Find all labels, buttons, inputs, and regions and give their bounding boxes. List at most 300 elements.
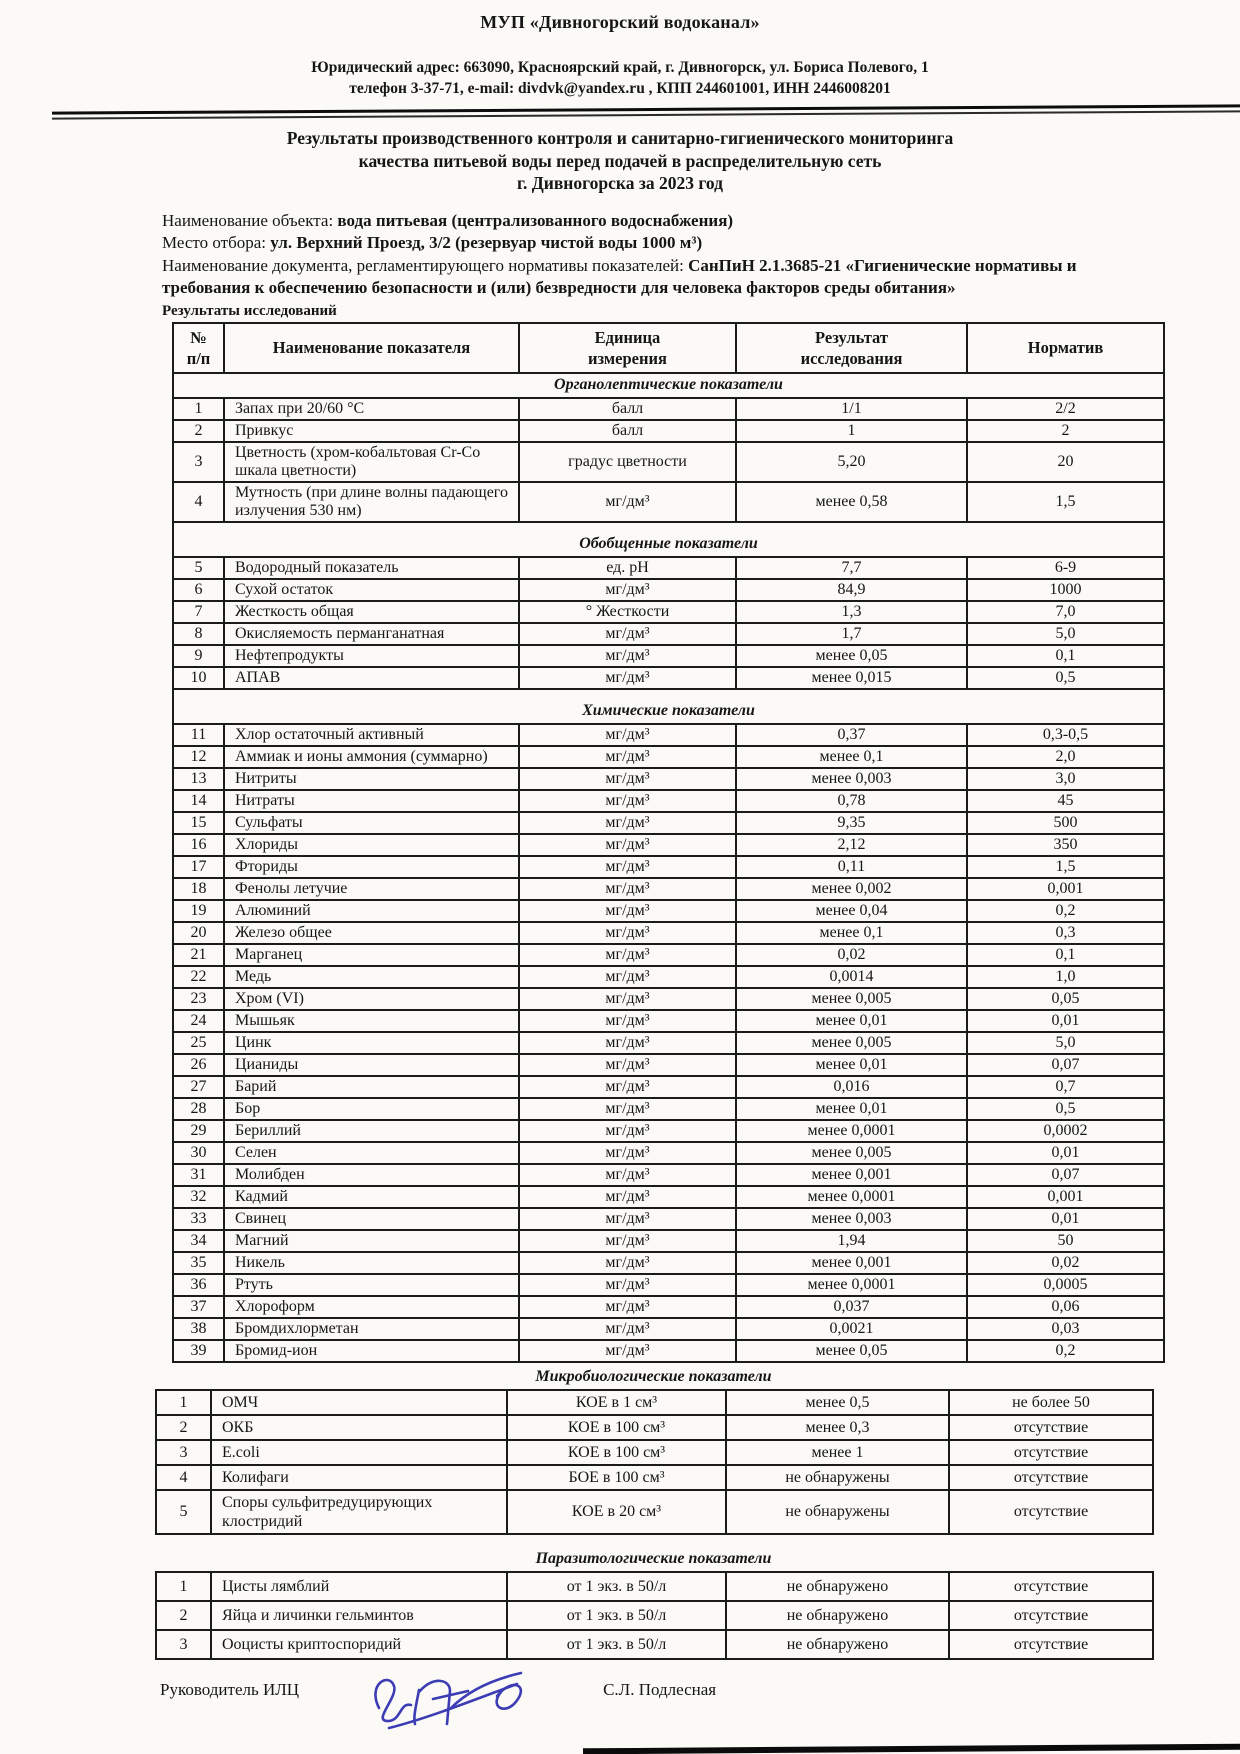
table-row bbox=[173, 768, 1164, 790]
table-row bbox=[173, 1054, 1164, 1076]
cell-row-number: 39 bbox=[173, 1340, 224, 1362]
cell-unit: мг/дм³ bbox=[519, 1340, 736, 1362]
cell-unit: мг/дм³ bbox=[519, 1208, 736, 1230]
table-row bbox=[173, 966, 1164, 988]
table-row bbox=[173, 944, 1164, 966]
col-header-num-line: № bbox=[190, 327, 207, 347]
cell-parameter-name: Водородный показатель bbox=[224, 557, 519, 579]
cell-norm: не более 50 bbox=[949, 1390, 1153, 1415]
table-row bbox=[173, 1076, 1164, 1098]
table-row bbox=[173, 667, 1164, 689]
cell-result: менее 0,01 bbox=[736, 1010, 967, 1032]
cell-unit: ° Жесткости bbox=[519, 601, 736, 623]
table-row bbox=[173, 1010, 1164, 1032]
cell-norm: 45 bbox=[967, 790, 1164, 812]
section-title: Химические показатели bbox=[173, 689, 1164, 724]
cell-row-number: 1 bbox=[156, 1390, 211, 1415]
cell-parameter-name: Селен bbox=[224, 1142, 519, 1164]
table-row bbox=[173, 482, 1164, 522]
cell-result: менее 0,1 bbox=[736, 746, 967, 768]
cell-parameter-name: Кадмий bbox=[224, 1186, 519, 1208]
place-value: ул. Верхний Проезд, 3/2 (резервуар чистой воды 1000 м³) bbox=[270, 233, 703, 252]
cell-parameter-name: Запах при 20/60 °С bbox=[224, 398, 519, 420]
cell-row-number: 29 bbox=[173, 1120, 224, 1142]
table-row bbox=[173, 812, 1164, 834]
cell-norm: 7,0 bbox=[967, 601, 1164, 623]
cell-unit: мг/дм³ bbox=[519, 1296, 736, 1318]
table-row bbox=[173, 1230, 1164, 1252]
cell-result: 5,20 bbox=[736, 442, 967, 482]
cell-norm: 0,06 bbox=[967, 1296, 1164, 1318]
table-row bbox=[173, 900, 1164, 922]
cell-norm: отсутствие bbox=[949, 1465, 1153, 1490]
signature-stroke bbox=[497, 1684, 521, 1708]
cell-norm: 0,1 bbox=[967, 645, 1164, 667]
cell-unit: ед. pH bbox=[519, 557, 736, 579]
document-title-line: качества питьевой воды перед подачей в распределительную сеть bbox=[358, 150, 882, 171]
table-row bbox=[156, 1440, 1153, 1465]
cell-norm: 20 bbox=[967, 442, 1164, 482]
col-header-result-line: Результат bbox=[815, 327, 888, 347]
section-title-parasitological: Паразитологические показатели bbox=[535, 1549, 772, 1567]
cell-norm: отсутствие bbox=[949, 1630, 1153, 1659]
section-title-microbiological: Микробиологические показатели bbox=[535, 1367, 772, 1385]
col-header-num-line: п/п bbox=[186, 348, 211, 368]
cell-result: менее 0,005 bbox=[736, 1142, 967, 1164]
cell-unit: мг/дм³ bbox=[519, 724, 736, 746]
cell-norm: 2 bbox=[967, 420, 1164, 442]
cell-result: менее 0,05 bbox=[736, 645, 967, 667]
cell-row-number: 26 bbox=[173, 1054, 224, 1076]
cell-row-number: 3 bbox=[156, 1440, 211, 1465]
cell-parameter-name: Железо общее bbox=[224, 922, 519, 944]
cell-row-number: 9 bbox=[173, 645, 224, 667]
cell-unit: КОЕ в 1 см³ bbox=[507, 1390, 726, 1415]
object-label: Наименование объекта: bbox=[162, 210, 334, 230]
cell-unit: мг/дм³ bbox=[519, 1142, 736, 1164]
cell-result: 0,11 bbox=[736, 856, 967, 878]
col-header-result-line: исследования bbox=[800, 348, 903, 368]
cell-result: менее 0,01 bbox=[736, 1098, 967, 1120]
cell-unit: КОЕ в 20 см³ bbox=[507, 1490, 726, 1534]
cell-norm: 0,03 bbox=[967, 1318, 1164, 1340]
cell-row-number: 34 bbox=[173, 1230, 224, 1252]
cell-row-number: 2 bbox=[173, 420, 224, 442]
cell-result: менее 0,003 bbox=[736, 768, 967, 790]
cell-result: 1,3 bbox=[736, 601, 967, 623]
cell-norm: 3,0 bbox=[967, 768, 1164, 790]
cell-parameter-name: Окисляемость перманганатная bbox=[224, 623, 519, 645]
cell-row-number: 25 bbox=[173, 1032, 224, 1054]
cell-row-number: 5 bbox=[173, 557, 224, 579]
cell-result: менее 0,58 bbox=[736, 482, 967, 522]
cell-row-number: 1 bbox=[156, 1572, 211, 1601]
col-header-norm: Норматив bbox=[967, 323, 1164, 373]
cell-parameter-name: Никель bbox=[224, 1252, 519, 1274]
cell-parameter-name: Бромдихлорметан bbox=[224, 1318, 519, 1340]
cell-unit: КОЕ в 100 см³ bbox=[507, 1415, 726, 1440]
cell-parameter-name: Фенолы летучие bbox=[224, 878, 519, 900]
cell-norm: отсутствие bbox=[949, 1415, 1153, 1440]
table-row bbox=[173, 1296, 1164, 1318]
table-row bbox=[173, 1142, 1164, 1164]
cell-row-number: 38 bbox=[173, 1318, 224, 1340]
cell-parameter-name: ОМЧ bbox=[211, 1390, 507, 1415]
object-line bbox=[162, 210, 1092, 233]
cell-unit: мг/дм³ bbox=[519, 1186, 736, 1208]
microbiological-table bbox=[155, 1389, 1154, 1535]
cell-result: 0,78 bbox=[736, 790, 967, 812]
cell-result: менее 0,001 bbox=[736, 1164, 967, 1186]
table-row bbox=[173, 1120, 1164, 1142]
cell-norm: 0,07 bbox=[967, 1054, 1164, 1076]
cell-parameter-name: Хром (VI) bbox=[224, 988, 519, 1010]
table-row bbox=[173, 601, 1164, 623]
table-row bbox=[173, 645, 1164, 667]
table-row bbox=[156, 1630, 1153, 1659]
cell-result: менее 0,05 bbox=[736, 1340, 967, 1362]
divider-double-rule bbox=[52, 104, 1240, 119]
cell-norm: 0,05 bbox=[967, 988, 1164, 1010]
cell-parameter-name: ОКБ bbox=[211, 1415, 507, 1440]
document-title-line: Результаты производственного контроля и санитарно-гигиенического мониторинга bbox=[286, 128, 954, 148]
cell-norm: 1,0 bbox=[967, 966, 1164, 988]
doc-label: Наименование документа, регламентирующего нормативы показателей: bbox=[162, 255, 684, 275]
cell-row-number: 21 bbox=[173, 944, 224, 966]
table-row bbox=[173, 1098, 1164, 1120]
cell-result: 1/1 bbox=[736, 398, 967, 420]
cell-row-number: 28 bbox=[173, 1098, 224, 1120]
cell-parameter-name: Бромид-ион bbox=[224, 1340, 519, 1362]
cell-row-number: 31 bbox=[173, 1164, 224, 1186]
cell-unit: мг/дм³ bbox=[519, 856, 736, 878]
cell-row-number: 35 bbox=[173, 1252, 224, 1274]
table-row bbox=[156, 1490, 1153, 1534]
table-row bbox=[156, 1390, 1153, 1415]
cell-parameter-name: Нитриты bbox=[224, 768, 519, 790]
cell-unit: мг/дм³ bbox=[519, 1318, 736, 1340]
org-address-block bbox=[0, 57, 1240, 99]
cell-result: менее 1 bbox=[726, 1440, 949, 1465]
col-header-num bbox=[173, 323, 224, 373]
cell-parameter-name: Молибден bbox=[224, 1164, 519, 1186]
cell-row-number: 33 bbox=[173, 1208, 224, 1230]
cell-row-number: 37 bbox=[173, 1296, 224, 1318]
cell-row-number: 17 bbox=[173, 856, 224, 878]
cell-result: не обнаружено bbox=[726, 1630, 949, 1659]
cell-result: 7,7 bbox=[736, 557, 967, 579]
cell-norm: 0,01 bbox=[967, 1010, 1164, 1032]
cell-row-number: 19 bbox=[173, 900, 224, 922]
table-row bbox=[173, 922, 1164, 944]
cell-norm: 0,0002 bbox=[967, 1120, 1164, 1142]
cell-unit: мг/дм³ bbox=[519, 667, 736, 689]
table-row bbox=[173, 623, 1164, 645]
table-row bbox=[173, 557, 1164, 579]
cell-row-number: 3 bbox=[173, 442, 224, 482]
table-row bbox=[173, 1252, 1164, 1274]
col-header-unit bbox=[519, 323, 736, 373]
cell-unit: БОЕ в 100 см³ bbox=[507, 1465, 726, 1490]
cell-unit: мг/дм³ bbox=[519, 482, 736, 522]
cell-parameter-name: Привкус bbox=[224, 420, 519, 442]
cell-unit: балл bbox=[519, 420, 736, 442]
cell-result: 0,0014 bbox=[736, 966, 967, 988]
cell-unit: мг/дм³ bbox=[519, 746, 736, 768]
cell-parameter-name: Алюминий bbox=[224, 900, 519, 922]
cell-norm: 1000 bbox=[967, 579, 1164, 601]
cell-parameter-name: Колифаги bbox=[211, 1465, 507, 1490]
cell-unit: мг/дм³ bbox=[519, 1274, 736, 1296]
cell-parameter-name: Цинк bbox=[224, 1032, 519, 1054]
cell-unit: мг/дм³ bbox=[519, 878, 736, 900]
cell-parameter-name: Барий bbox=[224, 1076, 519, 1098]
signature-block bbox=[160, 1680, 1240, 1745]
cell-result: 1 bbox=[736, 420, 967, 442]
cell-result: менее 0,003 bbox=[736, 1208, 967, 1230]
cell-norm: 1,5 bbox=[967, 856, 1164, 878]
cell-row-number: 32 bbox=[173, 1186, 224, 1208]
cell-unit: мг/дм³ bbox=[519, 1164, 736, 1186]
cell-parameter-name: Споры сульфитредуцирующих клостридий bbox=[211, 1490, 507, 1534]
table-row bbox=[173, 1032, 1164, 1054]
parasitological-table bbox=[155, 1571, 1154, 1660]
table-row bbox=[173, 1340, 1164, 1362]
cell-parameter-name: Мутность (при длине волны падающего излучения 530 нм) bbox=[224, 482, 519, 522]
section-row bbox=[173, 689, 1164, 724]
cell-parameter-name: АПАВ bbox=[224, 667, 519, 689]
cell-parameter-name: Цисты лямблий bbox=[211, 1572, 507, 1601]
cell-norm: 2/2 bbox=[967, 398, 1164, 420]
cell-unit: мг/дм³ bbox=[519, 1032, 736, 1054]
cell-parameter-name: Мышьяк bbox=[224, 1010, 519, 1032]
cell-row-number: 15 bbox=[173, 812, 224, 834]
cell-parameter-name: Хлороформ bbox=[224, 1296, 519, 1318]
cell-norm: 500 bbox=[967, 812, 1164, 834]
signature-stroke bbox=[376, 1680, 412, 1721]
cell-norm: 0,01 bbox=[967, 1142, 1164, 1164]
cell-row-number: 23 bbox=[173, 988, 224, 1010]
cell-norm: 50 bbox=[967, 1230, 1164, 1252]
cell-unit: мг/дм³ bbox=[519, 790, 736, 812]
document-title-line: г. Дивногорска за 2023 год bbox=[517, 173, 723, 193]
table-row bbox=[173, 878, 1164, 900]
cell-norm: 2,0 bbox=[967, 746, 1164, 768]
cell-result: менее 0,005 bbox=[736, 988, 967, 1010]
section-title: Органолептические показатели bbox=[173, 373, 1164, 398]
cell-norm: 0,01 bbox=[967, 1208, 1164, 1230]
cell-result: не обнаружено bbox=[726, 1572, 949, 1601]
table-row bbox=[173, 856, 1164, 878]
scan-edge-artifact bbox=[583, 1744, 1240, 1754]
cell-parameter-name: Свинец bbox=[224, 1208, 519, 1230]
cell-result: не обнаружены bbox=[726, 1465, 949, 1490]
org-name: МУП «Дивногорский водоканал» bbox=[480, 12, 760, 32]
cell-row-number: 2 bbox=[156, 1601, 211, 1630]
cell-parameter-name: Ртуть bbox=[224, 1274, 519, 1296]
sample-info-block bbox=[162, 210, 1092, 300]
cell-row-number: 2 bbox=[156, 1415, 211, 1440]
cell-result: 1,7 bbox=[736, 623, 967, 645]
section-title: Обобщенные показатели bbox=[173, 522, 1164, 557]
cell-norm: 0,02 bbox=[967, 1252, 1164, 1274]
cell-norm: 0,0005 bbox=[967, 1274, 1164, 1296]
cell-parameter-name: Хлориды bbox=[224, 834, 519, 856]
object-value: вода питьевая (централизованного водоснабжения) bbox=[337, 210, 734, 230]
cell-norm: 0,3 bbox=[967, 922, 1164, 944]
table-row bbox=[156, 1415, 1153, 1440]
cell-row-number: 18 bbox=[173, 878, 224, 900]
cell-unit: мг/дм³ bbox=[519, 1076, 736, 1098]
cell-row-number: 11 bbox=[173, 724, 224, 746]
cell-norm: 0,2 bbox=[967, 1340, 1164, 1362]
cell-unit: мг/дм³ bbox=[519, 966, 736, 988]
cell-result: 0,0021 bbox=[736, 1318, 967, 1340]
cell-norm: 0,7 bbox=[967, 1076, 1164, 1098]
cell-parameter-name: Хлор остаточный активный bbox=[224, 724, 519, 746]
col-header-name: Наименование показателя bbox=[224, 323, 519, 373]
cell-row-number: 3 bbox=[156, 1630, 211, 1659]
org-address-line: Юридический адрес: 663090, Красноярский край, г. Дивногорск, ул. Бориса Полевого, 1 bbox=[311, 59, 929, 76]
table-row bbox=[173, 1164, 1164, 1186]
cell-norm: отсутствие bbox=[949, 1440, 1153, 1465]
cell-result: менее 0,1 bbox=[736, 922, 967, 944]
cell-result: не обнаружены bbox=[726, 1490, 949, 1534]
cell-norm: 0,3-0,5 bbox=[967, 724, 1164, 746]
cell-parameter-name: E.coli bbox=[211, 1440, 507, 1465]
doc-value: СанПиН 2.1.3685-21 «Гигиенические нормативы и требования к обеспечению безопасности и (или) безвредности для человека факторов среды обитания» bbox=[162, 255, 1077, 297]
cell-unit: мг/дм³ bbox=[519, 645, 736, 667]
cell-norm: 6-9 bbox=[967, 557, 1164, 579]
cell-norm: 5,0 bbox=[967, 623, 1164, 645]
cell-unit: мг/дм³ bbox=[519, 812, 736, 834]
cell-result: менее 0,0001 bbox=[736, 1186, 967, 1208]
cell-norm: 1,5 bbox=[967, 482, 1164, 522]
cell-unit: мг/дм³ bbox=[519, 988, 736, 1010]
cell-parameter-name: Аммиак и ионы аммония (суммарно) bbox=[224, 746, 519, 768]
table-row bbox=[173, 1318, 1164, 1340]
signature-stroke bbox=[451, 1673, 521, 1708]
cell-row-number: 14 bbox=[173, 790, 224, 812]
results-table bbox=[172, 322, 1165, 1363]
signature-ink bbox=[351, 1664, 541, 1740]
table-row bbox=[173, 442, 1164, 482]
cell-unit: мг/дм³ bbox=[519, 900, 736, 922]
document-reference-line bbox=[162, 255, 1092, 300]
cell-result: не обнаружено bbox=[726, 1601, 949, 1630]
cell-norm: отсутствие bbox=[949, 1490, 1153, 1534]
cell-result: менее 0,3 bbox=[726, 1415, 949, 1440]
cell-unit: мг/дм³ bbox=[519, 944, 736, 966]
table-row bbox=[156, 1601, 1153, 1630]
cell-row-number: 5 bbox=[156, 1490, 211, 1534]
cell-unit: градус цветности bbox=[519, 442, 736, 482]
cell-result: 1,94 bbox=[736, 1230, 967, 1252]
cell-unit: от 1 экз. в 50/л bbox=[507, 1630, 726, 1659]
col-header-unit-line: измерения bbox=[588, 348, 667, 368]
cell-parameter-name: Фториды bbox=[224, 856, 519, 878]
cell-unit: мг/дм³ bbox=[519, 1010, 736, 1032]
cell-unit: мг/дм³ bbox=[519, 834, 736, 856]
cell-unit: мг/дм³ bbox=[519, 922, 736, 944]
table-row bbox=[173, 579, 1164, 601]
cell-result: менее 0,0001 bbox=[736, 1120, 967, 1142]
table-row bbox=[173, 420, 1164, 442]
results-heading: Результаты исследований bbox=[162, 302, 337, 319]
cell-parameter-name: Ооцисты криптоспоридий bbox=[211, 1630, 507, 1659]
table-row bbox=[156, 1572, 1153, 1601]
cell-unit: мг/дм³ bbox=[519, 623, 736, 645]
cell-row-number: 36 bbox=[173, 1274, 224, 1296]
cell-unit: от 1 экз. в 50/л bbox=[507, 1572, 726, 1601]
cell-parameter-name: Жесткость общая bbox=[224, 601, 519, 623]
cell-unit: от 1 экз. в 50/л bbox=[507, 1601, 726, 1630]
table-row bbox=[156, 1465, 1153, 1490]
cell-unit: мг/дм³ bbox=[519, 579, 736, 601]
cell-result: менее 0,001 bbox=[736, 1252, 967, 1274]
cell-row-number: 16 bbox=[173, 834, 224, 856]
cell-row-number: 30 bbox=[173, 1142, 224, 1164]
cell-result: 84,9 bbox=[736, 579, 967, 601]
cell-parameter-name: Марганец bbox=[224, 944, 519, 966]
signer-name: С.Л. Подлесная bbox=[603, 1679, 717, 1699]
cell-norm: отсутствие bbox=[949, 1601, 1153, 1630]
cell-norm: 0,5 bbox=[967, 667, 1164, 689]
cell-result: менее 0,002 bbox=[736, 878, 967, 900]
section-row bbox=[173, 522, 1164, 557]
cell-unit: мг/дм³ bbox=[519, 1120, 736, 1142]
cell-norm: 5,0 bbox=[967, 1032, 1164, 1054]
signer-position: Руководитель ИЛЦ bbox=[160, 1679, 300, 1699]
cell-parameter-name: Нефтепродукты bbox=[224, 645, 519, 667]
cell-result: 0,02 bbox=[736, 944, 967, 966]
cell-parameter-name: Яйца и личинки гельминтов bbox=[211, 1601, 507, 1630]
cell-norm: 0,5 bbox=[967, 1098, 1164, 1120]
cell-row-number: 12 bbox=[173, 746, 224, 768]
cell-norm: отсутствие bbox=[949, 1572, 1153, 1601]
cell-parameter-name: Цианиды bbox=[224, 1054, 519, 1076]
cell-result: менее 0,0001 bbox=[736, 1274, 967, 1296]
cell-result: 2,12 bbox=[736, 834, 967, 856]
col-header-unit-line: Единица bbox=[594, 327, 661, 347]
place-label: Место отбора: bbox=[162, 233, 266, 252]
cell-norm: 0,1 bbox=[967, 944, 1164, 966]
cell-row-number: 4 bbox=[173, 482, 224, 522]
cell-parameter-name: Нитраты bbox=[224, 790, 519, 812]
cell-norm: 0,07 bbox=[967, 1164, 1164, 1186]
cell-parameter-name: Цветность (хром-кобальтовая Cr-Со шкала цветности) bbox=[224, 442, 519, 482]
table-row bbox=[173, 1274, 1164, 1296]
cell-result: 0,37 bbox=[736, 724, 967, 746]
col-header-result bbox=[736, 323, 967, 373]
cell-unit: балл bbox=[519, 398, 736, 420]
table-row bbox=[173, 790, 1164, 812]
cell-parameter-name: Бериллий bbox=[224, 1120, 519, 1142]
cell-row-number: 4 bbox=[156, 1465, 211, 1490]
table-row bbox=[173, 746, 1164, 768]
cell-unit: мг/дм³ bbox=[519, 1054, 736, 1076]
table-row bbox=[173, 398, 1164, 420]
cell-row-number: 20 bbox=[173, 922, 224, 944]
cell-unit: мг/дм³ bbox=[519, 1252, 736, 1274]
place-line bbox=[162, 232, 1092, 255]
signature-image bbox=[351, 1664, 541, 1745]
table-row bbox=[173, 1186, 1164, 1208]
cell-unit: мг/дм³ bbox=[519, 1230, 736, 1252]
cell-norm: 350 bbox=[967, 834, 1164, 856]
table-row bbox=[173, 988, 1164, 1010]
cell-result: 0,037 bbox=[736, 1296, 967, 1318]
